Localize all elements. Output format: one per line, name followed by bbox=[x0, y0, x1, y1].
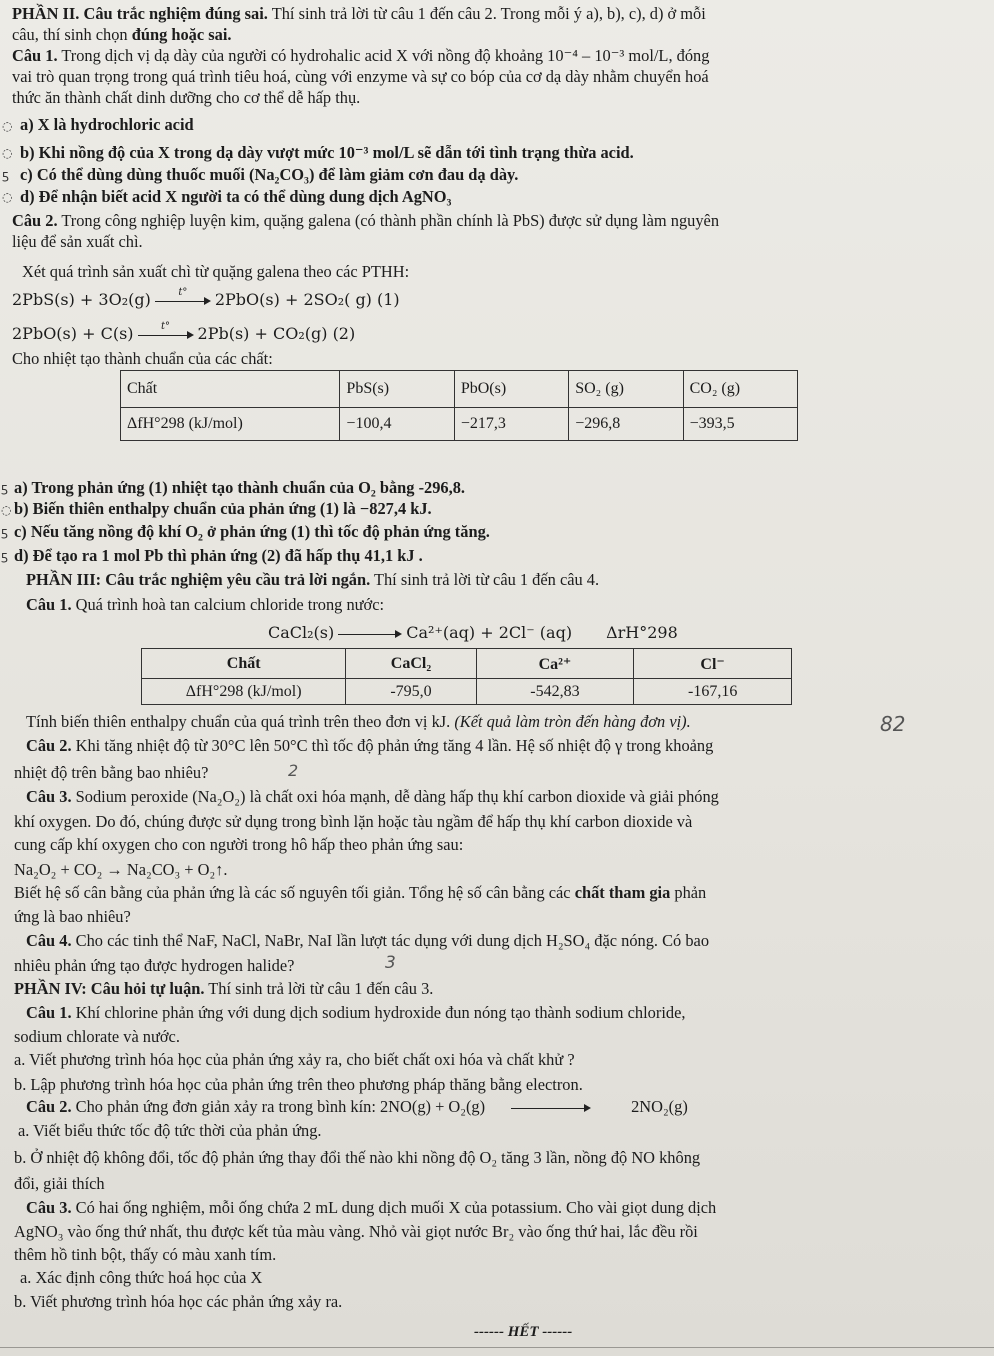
p3q3-line4b: chất tham gia bbox=[574, 883, 671, 902]
handwritten-answer: 2 bbox=[288, 761, 299, 780]
part4-intro: Thí sinh trả lời từ câu 1 đến câu 3. bbox=[204, 979, 434, 998]
p4q2-option-b: b. Ở nhiệt độ không đổi, tốc độ phản ứng thay đổi thế nào khi nồng độ O₂ tăng 3 lần, nồng độ NO không bbox=[14, 1148, 701, 1167]
p4q3-label: Câu 3. bbox=[26, 1198, 72, 1217]
p2q1-option-a: a) X là hydrochloric acid bbox=[20, 115, 194, 134]
p2q2-option-a: a) Trong phản ứng (1) nhiệt tạo thành chuẩn của O₂ bằng -296,8. bbox=[14, 478, 466, 497]
p4q3-option-b: b. Viết phương trình hóa học các phản ứng xảy ra. bbox=[14, 1292, 343, 1311]
p2q1-label: Câu 1. bbox=[12, 46, 58, 65]
table-cell: Chất bbox=[142, 649, 346, 679]
eq2-left: 2PbO(s) + C(s) bbox=[12, 324, 134, 343]
condition-label: t° bbox=[161, 320, 171, 332]
p2q2-equation-1 bbox=[12, 286, 400, 310]
part2-intro2b: đúng hoặc sai. bbox=[131, 25, 232, 44]
p4q3-line3: thêm hồ tinh bột, thấy có màu xanh tím. bbox=[14, 1245, 277, 1264]
table-row bbox=[142, 649, 792, 679]
part3-intro: Thí sinh trả lời từ câu 1 đến câu 4. bbox=[370, 570, 600, 589]
p3q2-label: Câu 2. bbox=[26, 736, 72, 755]
p3q1-task bbox=[26, 712, 691, 732]
table-cell: PbO(s) bbox=[454, 371, 568, 408]
reaction-arrow bbox=[155, 286, 211, 308]
p3q2-line1 bbox=[26, 736, 713, 756]
eq2-right: 2Pb(s) + CO₂(g) (2) bbox=[197, 324, 356, 343]
p4q2-option-b-cont: đổi, giải thích bbox=[14, 1174, 105, 1193]
p3q1-note: (Kết quả làm tròn đến hàng đơn vị). bbox=[450, 712, 691, 731]
p2q2-equation-2 bbox=[12, 320, 356, 344]
p4q1-line1-text: Khí chlorine phản ứng với dung dịch sodium hydroxide đun nóng tạo thành sodium chloride, bbox=[71, 1003, 686, 1022]
p3q1-eq-right: Ca²⁺(aq) + 2Cl⁻ (aq) bbox=[406, 623, 573, 642]
p4q3-option-a: a. Xác định công thức hoá học của X bbox=[20, 1268, 263, 1287]
reaction-arrow bbox=[511, 1101, 591, 1115]
p4q3-line2: AgNO₃ vào ống thứ nhất, thu được kết tủa màu vàng. Nhỏ vài giọt nước Br₂ vào ống thứ hai, lắc đều rồi bbox=[14, 1222, 698, 1241]
p2q1-option-d: d) Để nhận biết acid X người ta có thể dùng dung dịch AgNO₃ bbox=[20, 187, 452, 206]
p2q2-label: Câu 2. bbox=[12, 211, 58, 230]
bottom-divider bbox=[0, 1347, 994, 1348]
table-cell: Cl⁻ bbox=[634, 649, 792, 679]
p3q2-line2: nhiệt độ trên bằng bao nhiêu? bbox=[14, 763, 209, 782]
pencil-tick-icon: ƽ bbox=[2, 168, 9, 182]
p4q1-line1 bbox=[26, 1003, 685, 1023]
p3q4-line2: nhiêu phản ứng tạo được hydrogen halide? bbox=[14, 956, 295, 975]
part4-heading: PHẦN IV: Câu hỏi tự luận. bbox=[14, 979, 205, 998]
table-cell: CaCl₂ bbox=[346, 649, 476, 679]
table-cell: ΔfH°298 (kJ/mol) bbox=[121, 408, 340, 441]
p3q4-line1-text: Cho các tinh thể NaF, NaCl, NaBr, NaI lần lượt tác dụng với dung dịch H₂SO₄ đặc nóng. Có bao bbox=[71, 931, 710, 950]
p4q1-label: Câu 1. bbox=[26, 1003, 72, 1022]
ion-enthalpy-table bbox=[141, 648, 792, 705]
p3q1-line bbox=[26, 595, 384, 615]
pencil-tick-icon: ƽ bbox=[1, 549, 8, 563]
table-cell: Ca²⁺ bbox=[476, 649, 634, 679]
p3q3-line1 bbox=[26, 787, 719, 807]
p2q1-line1 bbox=[12, 46, 709, 66]
part3-heading: PHẦN III: Câu trắc nghiệm yêu cầu trả lời ngắn. bbox=[26, 570, 371, 589]
p2q2-option-d: d) Để tạo ra 1 mol Pb thì phản ứng (2) đã hấp thụ 41,1 kJ . bbox=[14, 546, 423, 565]
p4q1-option-a: a. Viết phương trình hóa học của phản ứng xảy ra, cho biết chất oxi hóa và chất khử ? bbox=[14, 1050, 575, 1069]
p4q1-option-b: b. Lập phương trình hóa học của phản ứng trên theo phương pháp thăng bằng electron. bbox=[14, 1075, 583, 1094]
p2q1-line2: vai trò quan trọng trong quá trình tiêu hoá, cùng với enzyme và sự co bóp của cơ dạ dày nhằm chuyển hoá bbox=[12, 67, 709, 86]
p2q2-line1-text: Trong công nghiệp luyện kim, quặng galena (có thành phần chính là PbS) được sử dụng làm nguyên bbox=[57, 211, 720, 230]
p4q2-text: Cho phản ứng đơn giản xảy ra trong bình kín: 2NO(g) + O₂(g) bbox=[71, 1097, 486, 1116]
p3q3-equation: Na₂O₂ + CO₂ → Na₂CO₃ + O₂↑. bbox=[14, 860, 228, 879]
table-cell: SO₂ (g) bbox=[569, 371, 683, 408]
table-cell: -542,83 bbox=[476, 679, 634, 705]
p3q2-line1-text: Khi tăng nhiệt độ từ 30°C lên 50°C thì tốc độ phản ứng tăng 4 lần. Hệ số nhiệt độ γ trong khoảng bbox=[71, 736, 714, 755]
part2-header-line bbox=[12, 4, 706, 24]
condition-label: t° bbox=[178, 286, 188, 298]
table-row bbox=[121, 408, 798, 441]
p4q3-line1-text: Có hai ống nghiệm, mỗi ống chứa 2 mL dung dịch muối X của potassium. Cho vài giọt dung dịch bbox=[71, 1198, 717, 1217]
handwritten-answer: 82 bbox=[880, 712, 906, 736]
table-cell: -795,0 bbox=[346, 679, 476, 705]
pencil-tick-icon: ◌ bbox=[2, 146, 13, 160]
pencil-tick-icon: ƽ bbox=[1, 481, 8, 495]
p2q2-line2: liệu để sản xuất chì. bbox=[12, 232, 143, 251]
p3q3-line5: ứng là bao nhiêu? bbox=[14, 907, 131, 926]
p2q2-line1 bbox=[12, 211, 719, 231]
pencil-tick-icon: ◌ bbox=[2, 119, 13, 133]
table-cell: −217,3 bbox=[454, 408, 568, 441]
p4q1-line2: sodium chlorate và nước. bbox=[14, 1027, 180, 1046]
table-cell: ΔfH°298 (kJ/mol) bbox=[142, 679, 346, 705]
table-cell: -167,16 bbox=[634, 679, 792, 705]
p3q4-label: Câu 4. bbox=[26, 931, 72, 950]
part2-intro: Thí sinh trả lời từ câu 1 đến câu 2. Trong mỗi ý a), b), c), d) ở mỗi bbox=[267, 4, 706, 23]
table-cell: Chất bbox=[121, 371, 340, 408]
p3q3-line2: khí oxygen. Do đó, chúng được sử dụng trong bình lặn hoặc tàu ngầm để hấp thụ khí carbon dioxide và bbox=[14, 812, 693, 831]
formation-enthalpy-table bbox=[120, 370, 798, 441]
p4q2-option-a: a. Viết biểu thức tốc độ tức thời của phản ứng. bbox=[18, 1121, 322, 1140]
part2-intro2a: câu, thí sinh chọn bbox=[12, 25, 132, 44]
eq1-right: 2PbO(s) + 2SO₂( g) (1) bbox=[214, 290, 400, 309]
table-cell: PbS(s) bbox=[340, 371, 454, 408]
handwritten-answer: 3 bbox=[385, 953, 396, 973]
p2q2-line3: Xét quá trình sản xuất chì từ quặng galena theo các PTHH: bbox=[22, 262, 410, 281]
p3q1-equation bbox=[268, 623, 678, 643]
table-cell: −296,8 bbox=[569, 408, 683, 441]
part2-intro-line2 bbox=[12, 25, 231, 45]
table-row bbox=[121, 371, 798, 408]
part3-header-line bbox=[26, 570, 599, 590]
p3q1-task-text: Tính biến thiên enthalpy chuẩn của quá trình trên theo đơn vị kJ. bbox=[26, 712, 451, 731]
p2q1-line1-text: Trong dịch vị dạ dày của người có hydrohalic acid X với nồng độ khoảng 10⁻⁴ – 10⁻³ mol/L, đóng bbox=[57, 46, 710, 65]
p3q1-label: Câu 1. bbox=[26, 595, 72, 614]
p3q3-line4a: Biết hệ số cân bằng của phản ứng là các số nguyên tối giản. Tổng hệ số cân bằng các bbox=[14, 883, 575, 902]
part2-heading: PHẦN II. Câu trắc nghiệm đúng sai. bbox=[12, 4, 268, 23]
part4-header-line bbox=[14, 979, 433, 999]
p2q1-option-b: b) Khi nồng độ của X trong dạ dày vượt mức 10⁻³ mol/L sẽ dẫn tới tình trạng thừa acid. bbox=[20, 143, 634, 162]
p2q1-line3: thức ăn thành chất dinh dưỡng cho cơ thể dễ hấp thụ. bbox=[12, 88, 361, 107]
p2q1-option-c: c) Có thể dùng dùng thuốc muối (Na₂CO₃) để làm giảm cơn đau dạ dày. bbox=[20, 165, 519, 184]
p3q1-text: Quá trình hoà tan calcium chloride trong nước: bbox=[71, 595, 385, 614]
table-cell: −100,4 bbox=[340, 408, 454, 441]
p2q2-option-b: b) Biến thiên enthalpy chuẩn của phản ứng (1) là −827,4 kJ. bbox=[14, 499, 432, 518]
pencil-tick-icon: ◌ bbox=[1, 503, 12, 517]
p2q2-option-c: c) Nếu tăng nồng độ khí O₂ ở phản ứng (1) thì tốc độ phản ứng tăng. bbox=[14, 522, 490, 541]
p4q2-product: 2NO₂(g) bbox=[631, 1097, 688, 1116]
reaction-arrow bbox=[138, 320, 194, 342]
p3q4-line1 bbox=[26, 931, 709, 951]
p4q2-line bbox=[26, 1097, 688, 1117]
pencil-tick-icon: ◌ bbox=[2, 190, 13, 204]
p2q2-table-caption: Cho nhiệt tạo thành chuẩn của các chất: bbox=[12, 349, 273, 368]
p4q3-line1 bbox=[26, 1198, 716, 1218]
p3q1-eq-left: CaCl₂(s) bbox=[268, 623, 335, 642]
table-row bbox=[142, 679, 792, 705]
p3q3-line3: cung cấp khí oxygen cho con người trong hô hấp theo phản ứng sau: bbox=[14, 835, 464, 854]
p4q2-label: Câu 2. bbox=[26, 1097, 72, 1116]
table-cell: CO₂ (g) bbox=[683, 371, 797, 408]
eq1-left: 2PbS(s) + 3O₂(g) bbox=[12, 290, 151, 309]
p3q3-label: Câu 3. bbox=[26, 787, 72, 806]
pencil-tick-icon: ƽ bbox=[1, 525, 8, 539]
reaction-arrow bbox=[338, 627, 402, 641]
p3q3-line4 bbox=[14, 883, 706, 903]
p3q3-line4c: phản bbox=[670, 883, 707, 902]
p3q1-eq-delta: ΔrH°298 bbox=[606, 623, 678, 642]
table-cell: −393,5 bbox=[683, 408, 797, 441]
end-marker: ------ HẾT ------ bbox=[474, 1324, 573, 1340]
p3q3-line1-text: Sodium peroxide (Na₂O₂) là chất oxi hóa mạnh, dễ dàng hấp thụ khí carbon dioxide và giải phóng bbox=[71, 787, 719, 806]
